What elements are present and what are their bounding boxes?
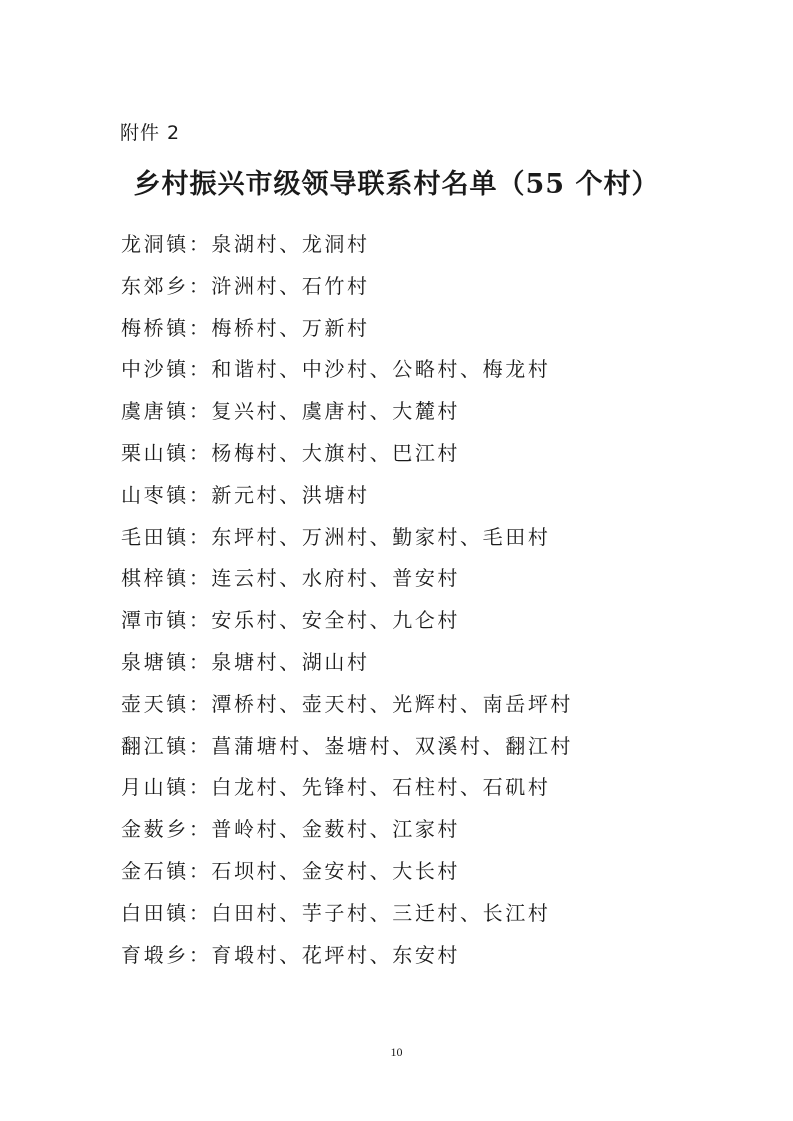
town-separator: ： <box>188 691 212 716</box>
town-name: 东郊乡 <box>121 273 189 298</box>
village-names: 和谐村、中沙村、公略村、梅龙村 <box>211 357 551 382</box>
town-separator: ： <box>188 357 212 382</box>
town-name: 山枣镇 <box>121 482 189 507</box>
village-names: 石坝村、金安村、大长村 <box>211 858 461 883</box>
town-name: 白田镇 <box>121 900 189 925</box>
town-row <box>121 560 573 602</box>
town-name: 虞唐镇 <box>121 399 189 424</box>
town-row <box>121 728 573 770</box>
town-row <box>121 895 573 937</box>
village-names: 泉塘村、湖山村 <box>211 649 370 674</box>
town-row <box>121 644 573 686</box>
town-name: 翻江镇 <box>121 733 189 758</box>
village-names: 菖蒲塘村、崟塘村、双溪村、翻江村 <box>211 733 574 758</box>
town-separator: ： <box>188 524 212 549</box>
town-separator: ： <box>188 942 212 967</box>
town-name: 金石镇 <box>121 858 189 883</box>
town-name: 龙洞镇 <box>121 232 189 256</box>
town-name: 棋梓镇 <box>121 566 189 591</box>
town-separator: ： <box>188 649 212 674</box>
town-row <box>121 226 573 268</box>
town-separator: ： <box>188 733 212 758</box>
town-separator: ： <box>188 273 212 298</box>
village-names: 杨梅村、大旗村、巴江村 <box>211 440 461 465</box>
attachment-label: 附件 2 <box>120 122 181 144</box>
village-names: 潭桥村、壶天村、光辉村、南岳坪村 <box>211 691 574 716</box>
town-name: 金薮乡 <box>121 817 189 842</box>
document-title: 乡村振兴市级领导联系村名单（55 个村） <box>133 169 660 200</box>
town-separator: ： <box>188 482 212 507</box>
town-row <box>121 602 573 644</box>
town-separator: ： <box>188 817 212 842</box>
town-separator: ： <box>188 399 212 424</box>
town-row <box>121 435 573 477</box>
village-names: 普岭村、金薮村、江家村 <box>211 817 461 842</box>
town-name: 梅桥镇 <box>121 315 189 340</box>
town-row <box>121 519 573 561</box>
town-name: 泉塘镇 <box>121 649 189 674</box>
town-row <box>121 853 573 895</box>
village-names: 浒洲村、石竹村 <box>211 273 370 298</box>
village-names: 梅桥村、万新村 <box>211 315 370 340</box>
town-name: 育塅乡 <box>121 942 189 967</box>
town-row <box>121 477 573 519</box>
village-names: 连云村、水府村、普安村 <box>211 566 461 591</box>
town-name: 壶天镇 <box>121 691 189 716</box>
village-names: 复兴村、虞唐村、大麓村 <box>211 399 461 424</box>
town-separator: ： <box>188 566 212 591</box>
town-row <box>121 937 573 979</box>
village-names: 安乐村、安全村、九仑村 <box>211 608 461 633</box>
town-separator: ： <box>188 775 212 800</box>
town-name: 栗山镇 <box>121 440 189 465</box>
town-row <box>121 268 573 310</box>
village-names: 白龙村、先锋村、石柱村、石矶村 <box>211 775 551 800</box>
town-row <box>121 393 573 435</box>
town-row <box>121 351 573 393</box>
town-name: 中沙镇 <box>121 357 189 382</box>
village-names: 新元村、洪塘村 <box>211 482 370 507</box>
town-separator: ： <box>188 608 212 633</box>
town-row <box>121 811 573 853</box>
village-names: 白田村、芋子村、三迁村、长江村 <box>211 900 551 925</box>
village-list <box>121 226 573 978</box>
town-name: 月山镇 <box>121 775 189 800</box>
town-row <box>121 310 573 352</box>
village-names: 东坪村、万洲村、勤家村、毛田村 <box>211 524 551 549</box>
town-separator: ： <box>188 232 212 256</box>
village-names: 育塅村、花坪村、东安村 <box>211 942 461 967</box>
town-separator: ： <box>188 440 212 465</box>
town-separator: ： <box>188 858 212 883</box>
town-separator: ： <box>188 315 212 340</box>
town-row <box>121 769 573 811</box>
page-number: 10 <box>390 1045 403 1059</box>
village-names: 泉湖村、龙洞村 <box>211 232 370 256</box>
town-name: 毛田镇 <box>121 524 189 549</box>
town-row <box>121 686 573 728</box>
town-name: 潭市镇 <box>121 608 189 633</box>
town-separator: ： <box>188 900 212 925</box>
